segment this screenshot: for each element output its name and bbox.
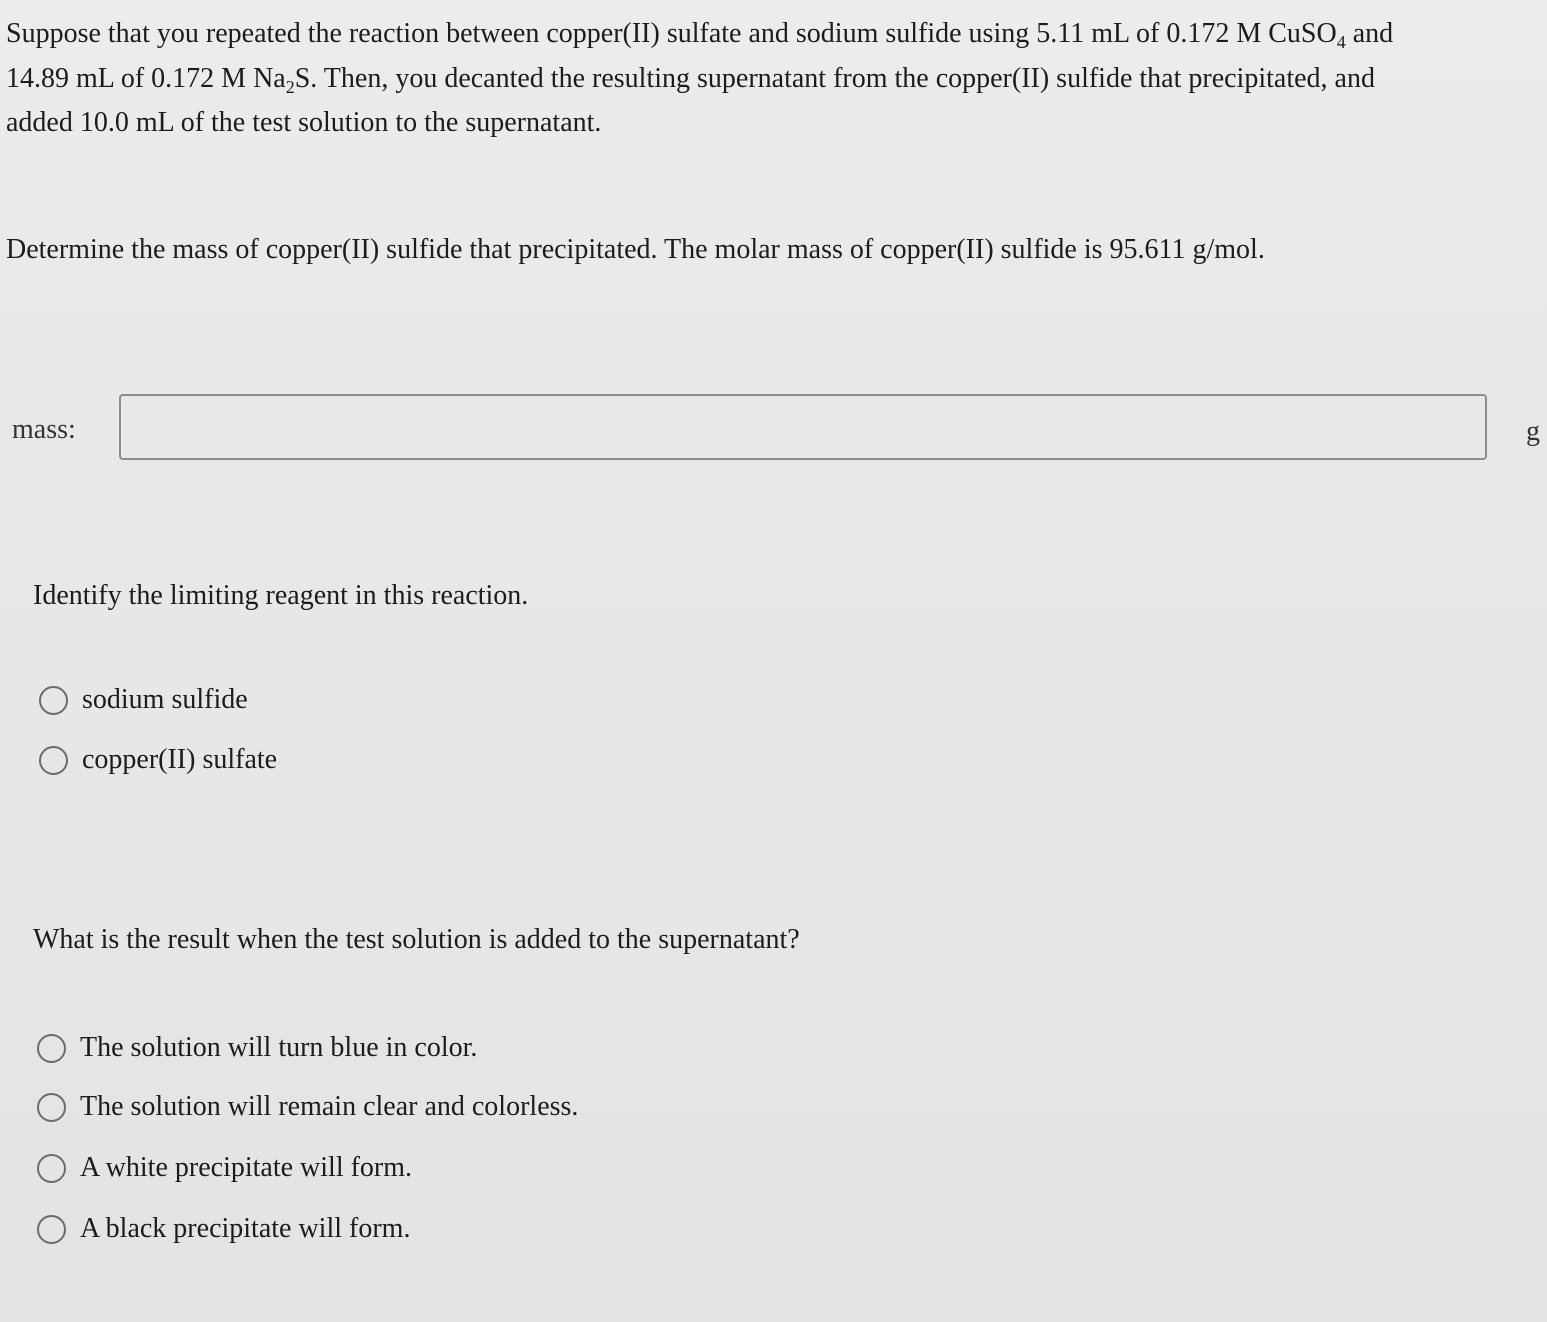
radio-option-label: A white precipitate will form. (80, 1152, 413, 1183)
radio-option-label: The solution will turn blue in color. (80, 1032, 478, 1063)
result-question: What is the result when the test solution is added to the supernatant? (33, 924, 800, 955)
radio-option-sodium-sulfide[interactable] (39, 684, 248, 716)
radio-option-label: The solution will remain clear and colorless. (80, 1091, 579, 1122)
problem-line-3: added 10.0 mL of the test solution to the supernatant. (6, 107, 602, 138)
radio-circle-icon[interactable] (37, 1093, 66, 1122)
radio-circle-icon[interactable] (39, 746, 68, 775)
mass-unit: g (1526, 416, 1540, 447)
radio-option-white-precipitate[interactable] (37, 1152, 412, 1184)
radio-option-copper-sulfate[interactable] (39, 744, 277, 776)
radio-option-black-precipitate[interactable] (37, 1213, 410, 1245)
problem-statement (6, 12, 1536, 146)
mass-question: Determine the mass of copper(II) sulfide that precipitated. The molar mass of copper(II) sulfide is 95.611 g/mol. (6, 234, 1265, 265)
radio-option-clear-colorless[interactable] (37, 1091, 578, 1123)
radio-circle-icon[interactable] (39, 686, 68, 715)
problem-line-2: 14.89 mL of 0.172 M $Na_2S$. Then, you decanted the resulting supernatant from the copper(II) sulfide that precipitated, and (6, 62, 1375, 97)
mass-label: mass: (12, 414, 76, 445)
radio-circle-icon[interactable] (37, 1215, 66, 1244)
radio-circle-icon[interactable] (37, 1034, 66, 1063)
radio-option-label: sodium sulfide (82, 684, 248, 715)
limiting-reagent-question: Identify the limiting reagent in this reaction. (33, 580, 529, 611)
radio-option-blue-color[interactable] (37, 1032, 477, 1064)
radio-circle-icon[interactable] (37, 1154, 66, 1183)
radio-option-label: A black precipitate will form. (80, 1213, 411, 1244)
radio-option-label: copper(II) sulfate (82, 744, 278, 775)
mass-input[interactable] (119, 394, 1487, 460)
problem-line-1: Suppose that you repeated the reaction between copper(II) sulfate and sodium sulfide using 5.11 mL of 0.172 M CuSO$_4$ and (6, 18, 1394, 52)
